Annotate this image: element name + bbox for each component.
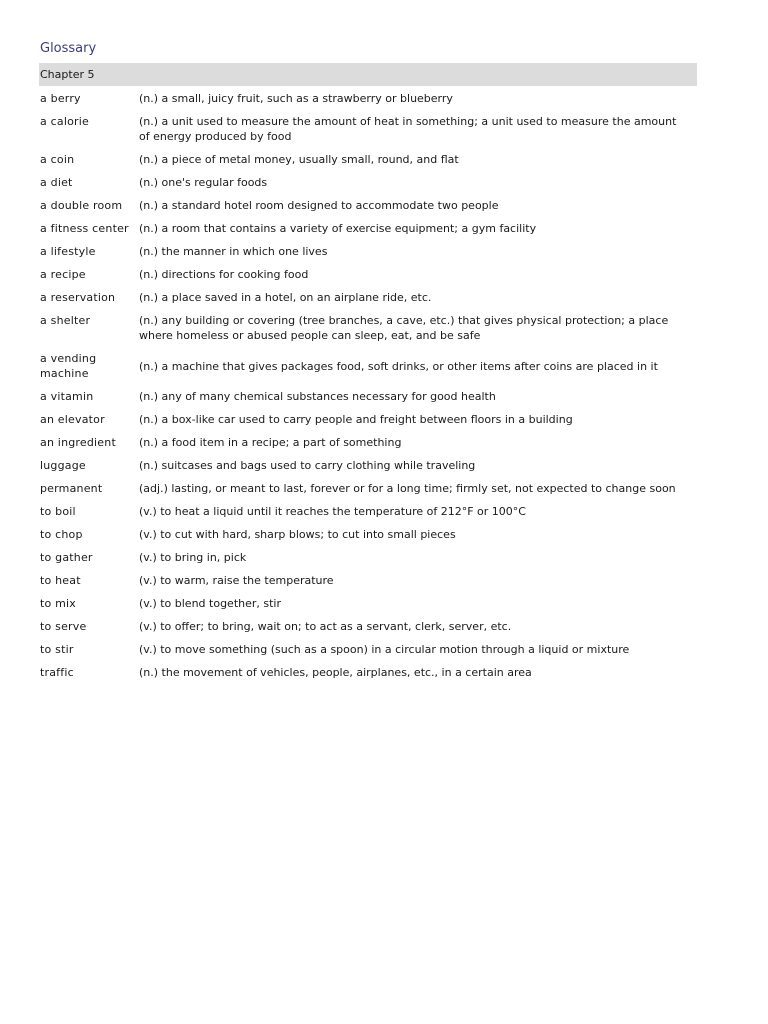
glossary-term: to boil xyxy=(40,505,76,518)
glossary-term: permanent xyxy=(40,482,103,495)
glossary-definition: (v.) to warm, raise the temperature xyxy=(139,574,334,587)
glossary-row xyxy=(40,433,698,456)
glossary-row xyxy=(40,311,698,349)
glossary-term: a diet xyxy=(40,176,73,189)
glossary-definition: (n.) directions for cooking food xyxy=(139,268,309,281)
glossary-term: luggage xyxy=(40,459,86,472)
glossary-row xyxy=(40,150,698,173)
glossary-row xyxy=(40,502,698,525)
glossary-row xyxy=(40,640,698,663)
glossary-row xyxy=(40,242,698,265)
page-title: Glossary xyxy=(40,41,97,56)
glossary-row xyxy=(40,479,698,502)
glossary-row xyxy=(40,617,698,640)
glossary-definition: (n.) a room that contains a variety of exercise equipment; a gym facility xyxy=(139,222,537,235)
glossary-term: to stir xyxy=(40,643,74,656)
glossary-definition: (n.) suitcases and bags used to carry clothing while traveling xyxy=(139,459,476,472)
glossary-term: a vending machine xyxy=(40,352,97,380)
glossary-definition: (n.) a small, juicy fruit, such as a strawberry or blueberry xyxy=(139,92,453,105)
glossary-definition: (n.) any building or covering (tree branches, a cave, etc.) that gives physical protection; a place where homeless or abused people can sleep, eat, and be safe xyxy=(139,314,669,342)
glossary-definition: (v.) to cut with hard, sharp blows; to cut into small pieces xyxy=(139,528,456,541)
glossary-row xyxy=(40,196,698,219)
glossary-term: an ingredient xyxy=(40,436,116,449)
glossary-term: a shelter xyxy=(40,314,91,327)
glossary-row xyxy=(40,387,698,410)
glossary-row xyxy=(40,525,698,548)
glossary-row xyxy=(40,219,698,242)
glossary-row xyxy=(40,288,698,311)
glossary-row xyxy=(40,265,698,288)
glossary-row xyxy=(40,410,698,433)
glossary-term: a lifestyle xyxy=(40,245,96,258)
glossary-row xyxy=(40,571,698,594)
glossary-row xyxy=(40,456,698,479)
glossary-row xyxy=(40,663,698,686)
glossary-definition: (n.) any of many chemical substances necessary for good health xyxy=(139,390,496,403)
glossary-row xyxy=(40,173,698,196)
glossary-definition: (v.) to bring in, pick xyxy=(139,551,247,564)
glossary-row xyxy=(40,594,698,617)
glossary-term: to gather xyxy=(40,551,93,564)
glossary-row xyxy=(40,548,698,571)
glossary-term: to mix xyxy=(40,597,77,610)
glossary-term: a reservation xyxy=(40,291,116,304)
glossary-page xyxy=(40,38,698,686)
glossary-term: a calorie xyxy=(40,115,89,128)
glossary-definition: (n.) a piece of metal money, usually small, round, and flat xyxy=(139,153,459,166)
glossary-definition: (n.) the movement of vehicles, people, airplanes, etc., in a certain area xyxy=(139,666,532,679)
glossary-term: to heat xyxy=(40,574,81,587)
glossary-term: a coin xyxy=(40,153,75,166)
glossary-definition: (adj.) lasting, or meant to last, forever or for a long time; firmly set, not expected to change soon xyxy=(139,482,676,495)
glossary-definition: (n.) one's regular foods xyxy=(139,176,268,189)
glossary-list xyxy=(40,89,698,686)
glossary-term: to serve xyxy=(40,620,87,633)
glossary-definition: (n.) the manner in which one lives xyxy=(139,245,328,258)
glossary-term: a berry xyxy=(40,92,81,105)
glossary-term: to chop xyxy=(40,528,83,541)
glossary-definition: (v.) to blend together, stir xyxy=(139,597,282,610)
glossary-definition: (n.) a unit used to measure the amount of heat in something; a unit used to measure the amount of energy produced by food xyxy=(139,115,677,143)
glossary-term: a vitamin xyxy=(40,390,94,403)
glossary-term: an elevator xyxy=(40,413,105,426)
glossary-definition: (v.) to heat a liquid until it reaches the temperature of 212°F or 100°C xyxy=(139,505,526,518)
glossary-term: a fitness center xyxy=(40,222,129,235)
glossary-term: traffic xyxy=(40,666,74,679)
glossary-definition: (n.) a standard hotel room designed to accommodate two people xyxy=(139,199,499,212)
glossary-definition: (v.) to offer; to bring, wait on; to act as a servant, clerk, server, etc. xyxy=(139,620,512,633)
glossary-definition: (n.) a machine that gives packages food, soft drinks, or other items after coins are placed in it xyxy=(139,359,658,373)
glossary-row xyxy=(40,112,698,150)
glossary-term: a recipe xyxy=(40,268,86,281)
glossary-definition: (n.) a place saved in a hotel, on an airplane ride, etc. xyxy=(139,291,432,304)
glossary-definition: (n.) a box-like car used to carry people and freight between floors in a building xyxy=(139,413,573,426)
glossary-row xyxy=(40,349,698,387)
glossary-definition: (n.) a food item in a recipe; a part of something xyxy=(139,436,402,449)
glossary-definition: (v.) to move something (such as a spoon) in a circular motion through a liquid or mixture xyxy=(139,643,630,656)
glossary-term: a double room xyxy=(40,199,123,212)
glossary-row xyxy=(40,89,698,112)
chapter-header: Chapter 5 xyxy=(39,63,697,86)
